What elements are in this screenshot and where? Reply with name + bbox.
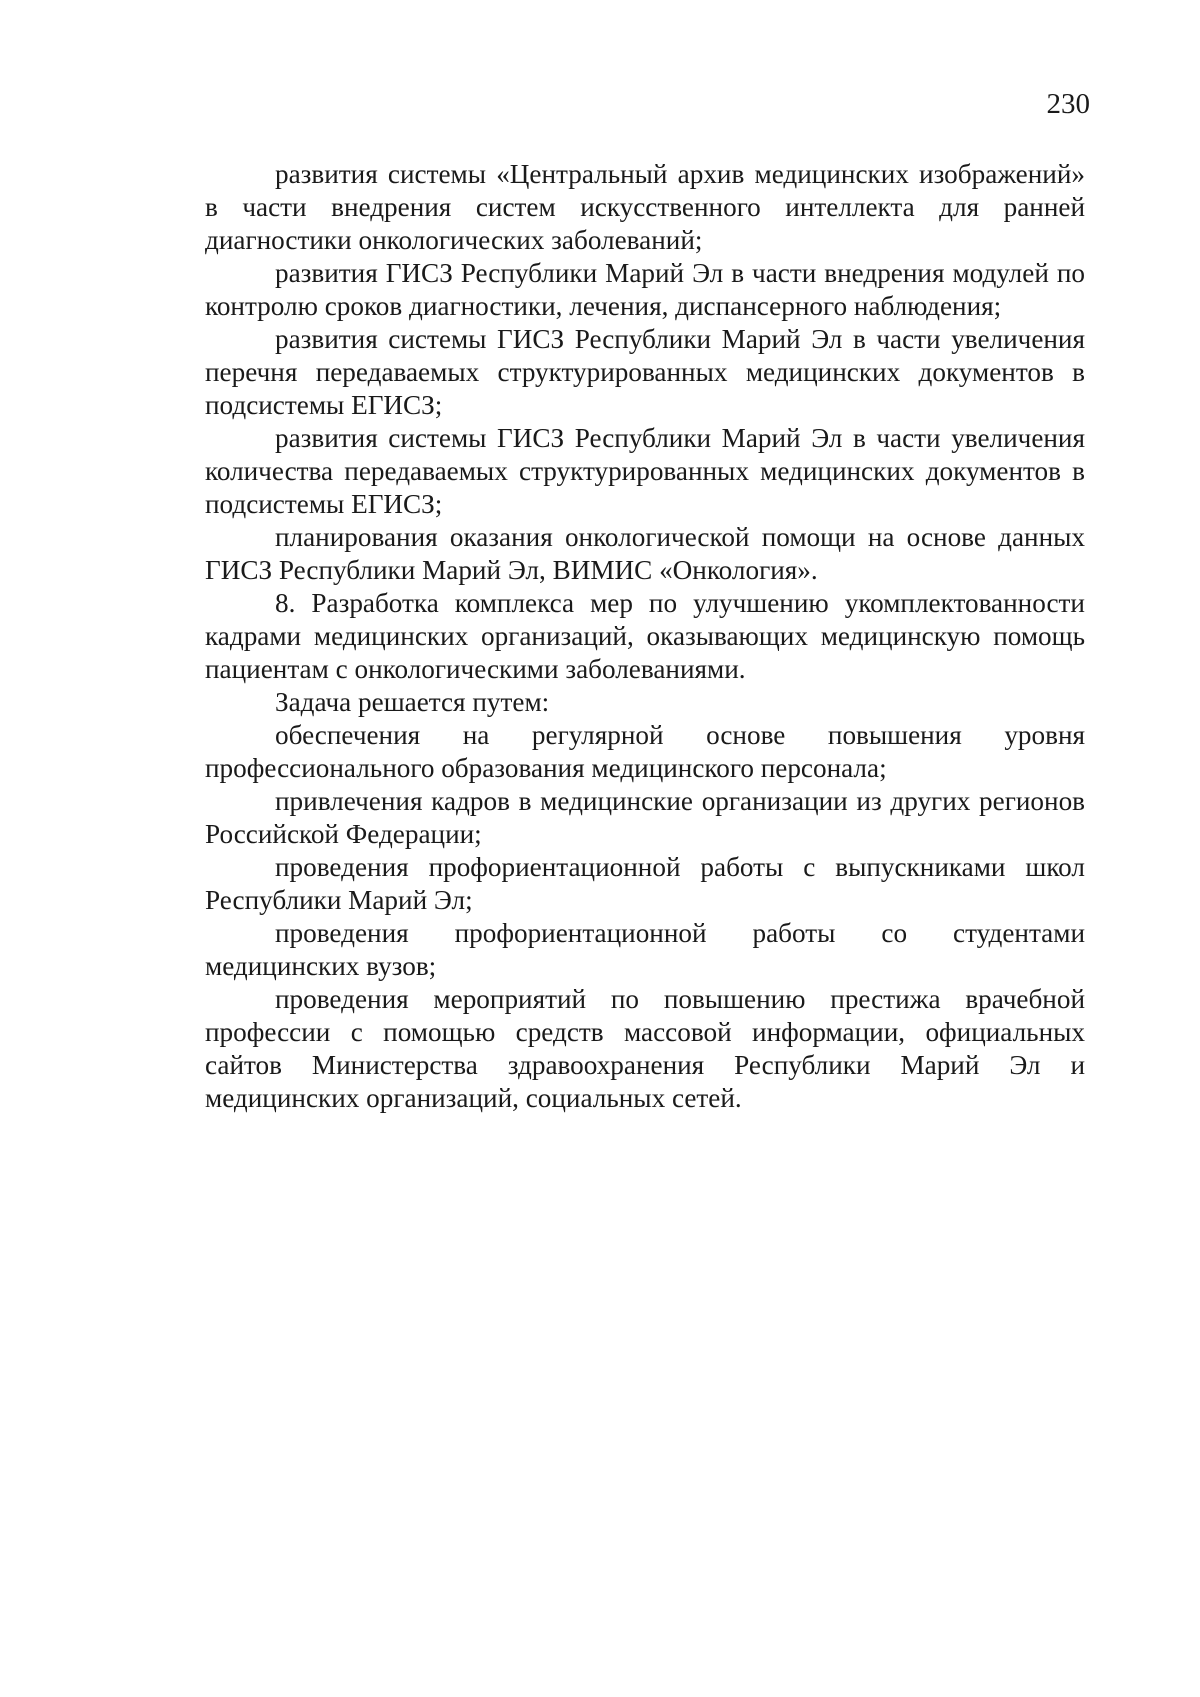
paragraph: проведения профориентационной работы со студентами медицинских вузов; [205,918,1085,981]
paragraph: развития системы «Центральный архив медицинских изображений» в части внедрения систем искусственного интеллекта для ранней диагностики онкологических заболеваний; [205,159,1085,255]
paragraph: обеспечения на регулярной основе повышения уровня профессионального образования медицинского персонала; [205,720,1085,783]
paragraph: проведения профориентационной работы с выпускниками школ Республики Марий Эл; [205,852,1085,915]
document-body [205,158,1085,1115]
paragraph: планирования оказания онкологической помощи на основе данных ГИСЗ Республики Марий Эл, ВИМИС «Онкология». [205,522,1085,585]
paragraph: проведения мероприятий по повышению престижа врачебной профессии с помощью средств массовой информации, официальных сайтов Министерства здравоохранения Республики Марий Эл и медицинских организаций, социальных сетей. [205,984,1085,1113]
page-number: 230 [1046,88,1090,120]
paragraph: развития системы ГИСЗ Республики Марий Эл в части увеличения перечня передаваемых структурированных медицинских документов в подсистемы ЕГИСЗ; [205,324,1085,420]
section-item-8: 8. Разработка комплекса мер по улучшению укомплектованности кадрами медицинских организаций, оказывающих медицинскую помощь пациентам с онкологическими заболеваниями. [205,588,1085,684]
paragraph: развития системы ГИСЗ Республики Марий Эл в части увеличения количества передаваемых структурированных медицинских документов в подсистемы ЕГИСЗ; [205,423,1085,519]
paragraph: Задача решается путем: [275,687,550,717]
paragraph: привлечения кадров в медицинские организации из других регионов Российской Федерации; [205,786,1085,849]
paragraph: развития ГИСЗ Республики Марий Эл в части внедрения модулей по контролю сроков диагностики, лечения, диспансерного наблюдения; [205,258,1085,321]
